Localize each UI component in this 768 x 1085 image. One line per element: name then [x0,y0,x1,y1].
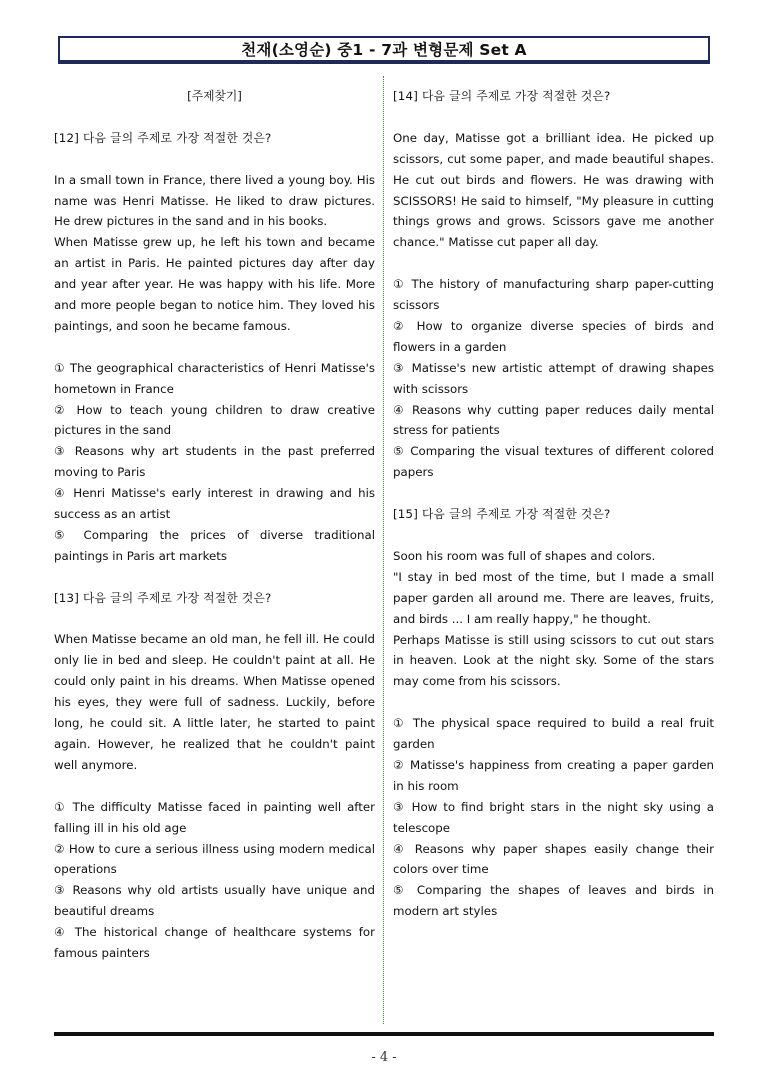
answer-option: ⑤ Comparing the visual textures of different colored papers [393,444,714,480]
answer-option: ④ The historical change of healthcare systems for famous painters [54,925,375,961]
answer-option: ① The difficulty Matisse faced in painting well after falling ill in his old age [54,799,375,835]
right-column [393,86,714,922]
question-stem: [14] 다음 글의 주제로 가장 적절한 것은? [393,89,611,103]
answer-option: ③ Reasons why old artists usually have unique and beautiful dreams [54,883,375,919]
answer-option: ② How to organize diverse species of birds and flowers in a garden [393,318,714,354]
footer-rule [54,1032,714,1036]
passage-paragraph: In a small town in France, there lived a young boy. His name was Henri Matisse. He liked to draw pictures. He drew pictures in the sand and in his books. [54,172,375,229]
answer-option: ⑤ Comparing the prices of diverse traditional paintings in Paris art markets [54,527,375,563]
left-column [54,86,375,964]
answer-option: ③ How to find bright stars in the night sky using a telescope [393,799,714,835]
answer-option: ⑤ Comparing the shapes of leaves and birds in modern art styles [393,883,714,919]
answer-option: ① The history of manufacturing sharp paper-cutting scissors [393,277,714,313]
answer-option: ④ Henri Matisse's early interest in drawing and his success as an artist [54,486,375,522]
passage-paragraph: Perhaps Matisse is still using scissors to cut out stars in heaven. Look at the night sky. Some of the stars may come from his scissors. [393,632,714,689]
question-stem: [13] 다음 글의 주제로 가장 적절한 것은? [54,590,272,605]
answer-option: ① The geographical characteristics of Henri Matisse's hometown in France [54,360,375,396]
answer-option: ③ Matisse's new artistic attempt of drawing shapes with scissors [393,360,714,396]
passage-paragraph: "I stay in bed most of the time, but I made a small paper garden all around me. There are leaves, fruits, and birds ... I am really happy," he thought. [393,569,714,626]
page-number: - 4 - [371,1050,397,1065]
question-stem: [15] 다음 글의 주제로 가장 적절한 것은? [393,507,611,522]
passage-paragraph: One day, Matisse got a brilliant idea. He picked up scissors, cut some paper, and made beautiful shapes. He cut out birds and flowers. He was drawing with SCISSORS! He said to himself, "My pleasure in cutting things grows and grows. Scissors gave me another chance." Matisse cut paper all day. [393,130,714,250]
section-label: [주제찾기] [187,89,242,103]
page-title: 천재(소영순) 중1 - 7과 변형문제 Set A [241,41,527,59]
answer-option: ① The physical space required to build a real fruit garden [393,716,714,752]
answer-option: ② How to cure a serious illness using modern medical operations [54,841,375,877]
column-divider [383,76,384,1024]
page-header [58,36,710,64]
question-stem: [12] 다음 글의 주제로 가장 적절한 것은? [54,130,272,145]
answer-option: ④ Reasons why cutting paper reduces daily mental stress for patients [393,402,714,438]
answer-option: ② Matisse's happiness from creating a paper garden in his room [393,757,714,793]
answer-option: ② How to teach young children to draw creative pictures in the sand [54,402,375,438]
answer-option: ④ Reasons why paper shapes easily change their colors over time [393,841,714,877]
passage-paragraph: Soon his room was full of shapes and colors. [393,548,656,563]
passage-paragraph: When Matisse grew up, he left his town and became an artist in Paris. He painted pictures day after day and year after year. He was happy with his life. More and more people began to notice him. They loved his paintings, and soon he became famous. [54,235,375,333]
answer-option: ③ Reasons why art students in the past preferred moving to Paris [54,444,375,480]
passage-paragraph: When Matisse became an old man, he fell ill. He could only lie in bed and sleep. He couldn't paint at all. He could only paint in his dreams. When Matisse opened his eyes, they were full of sadness. Luckily, before long, he could sit. A little later, he started to paint again. However, he realized that he couldn't paint well anymore. [54,632,375,772]
